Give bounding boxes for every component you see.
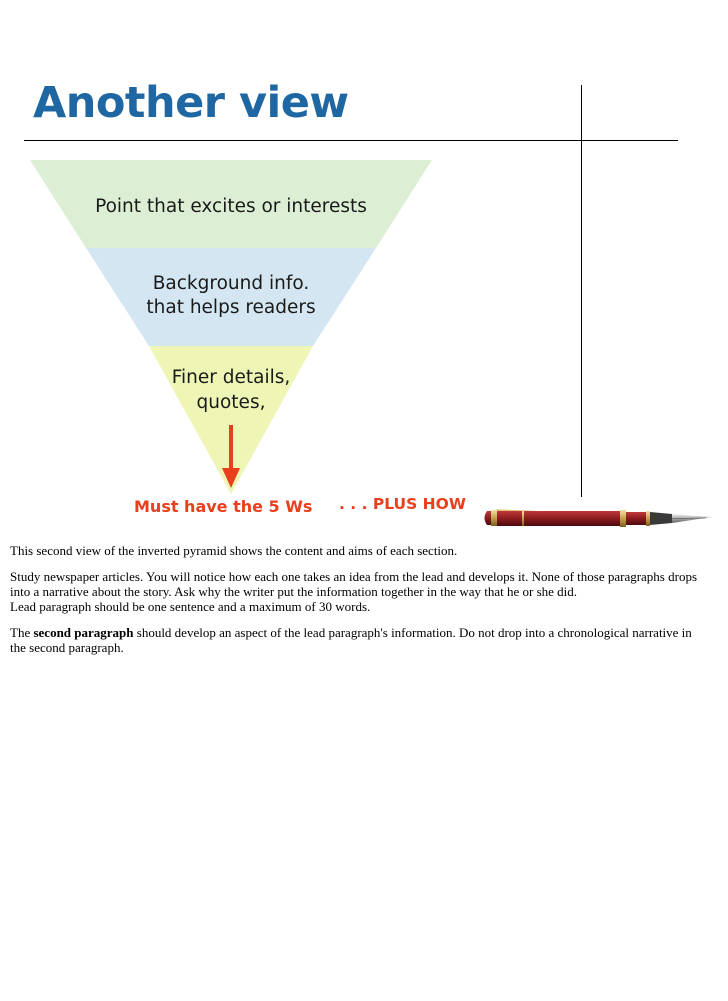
- five-ws-label: Must have the 5 Ws: [134, 497, 313, 516]
- notes-paragraph-4-lead: The: [10, 625, 34, 640]
- notes-paragraph-1: This second view of the inverted pyramid shows the content and aims of each section.: [10, 543, 458, 558]
- pyramid-layer-middle-line-1: Background info.: [152, 273, 310, 294]
- notes-section: [10, 543, 700, 666]
- notes-paragraph-4-rest: should develop an aspect of the lead paragraph's information. Do not drop into a chronological narrative in the second paragraph.: [10, 625, 692, 655]
- notes-paragraph-2: Study newspaper articles. You will notice how each one takes an idea from the lead and develops it. None of those paragraphs drops into a narrative about the story. Ask why the writer put the information together in the way that he or she did.: [10, 569, 698, 599]
- pyramid-layer-bottom-line-2: quotes,: [196, 392, 266, 413]
- pyramid-layer-top-line-1: Point that excites or interests: [95, 196, 367, 217]
- slide-title: Another view: [33, 78, 349, 128]
- plus-how-label: . . . PLUS HOW: [339, 495, 466, 513]
- fountain-pen-icon: [485, 509, 713, 527]
- notes-paragraph-3: Lead paragraph should be one sentence and a maximum of 30 words.: [10, 599, 371, 614]
- notes-paragraph-4: [10, 625, 700, 655]
- pyramid-layer-bottom-line-1: Finer details,: [171, 367, 291, 388]
- notes-paragraph-4-bold: second paragraph: [33, 625, 134, 640]
- pyramid-layer-middle-line-2: that helps readers: [146, 297, 316, 318]
